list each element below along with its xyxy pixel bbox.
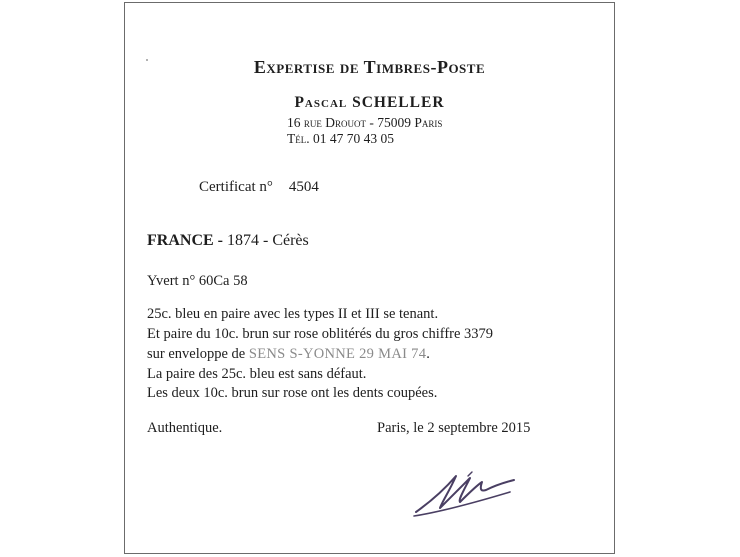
description-line-4: La paire des 25c. bleu est sans défaut. — [147, 366, 367, 382]
catalogue-reference: Yvert n° 60Ca 58 — [147, 273, 248, 289]
expert-phone: Tél. 01 47 70 43 05 — [287, 131, 394, 146]
certificate-sheet — [124, 2, 615, 554]
description-line-3-end: . — [426, 346, 430, 362]
certificate-label: Certificat n° — [199, 179, 273, 195]
certificate-number-line — [199, 179, 319, 196]
description-line-3 — [147, 346, 430, 363]
subject-country: FRANCE - — [147, 232, 223, 249]
description-line-5: Les deux 10c. brun sur rose ont les dents coupées. — [147, 385, 438, 401]
signature-image — [410, 458, 530, 528]
description-line-3-text: sur enveloppe de — [147, 346, 249, 362]
expert-address: 16 rue Drouot - 75009 Paris — [287, 115, 443, 130]
postmark-text: SENS S-YONNE 29 MAI 74 — [248, 346, 427, 362]
subject-line — [147, 232, 309, 250]
verdict: Authentique. — [147, 420, 223, 436]
description-line-1: 25c. bleu en paire avec les types II et III se tenant. — [147, 306, 439, 322]
header-title: Expertise de Timbres-Poste — [253, 57, 486, 77]
description-line-2: Et paire du 10c. brun sur rose oblitérés du gros chiffre 3379 — [147, 326, 494, 342]
subject-issue: 1874 - Cérès — [223, 232, 309, 249]
place-date: Paris, le 2 septembre 2015 — [377, 420, 531, 436]
certificate-number: 4504 — [288, 179, 319, 195]
expert-name: Pascal SCHELLER — [294, 94, 445, 111]
